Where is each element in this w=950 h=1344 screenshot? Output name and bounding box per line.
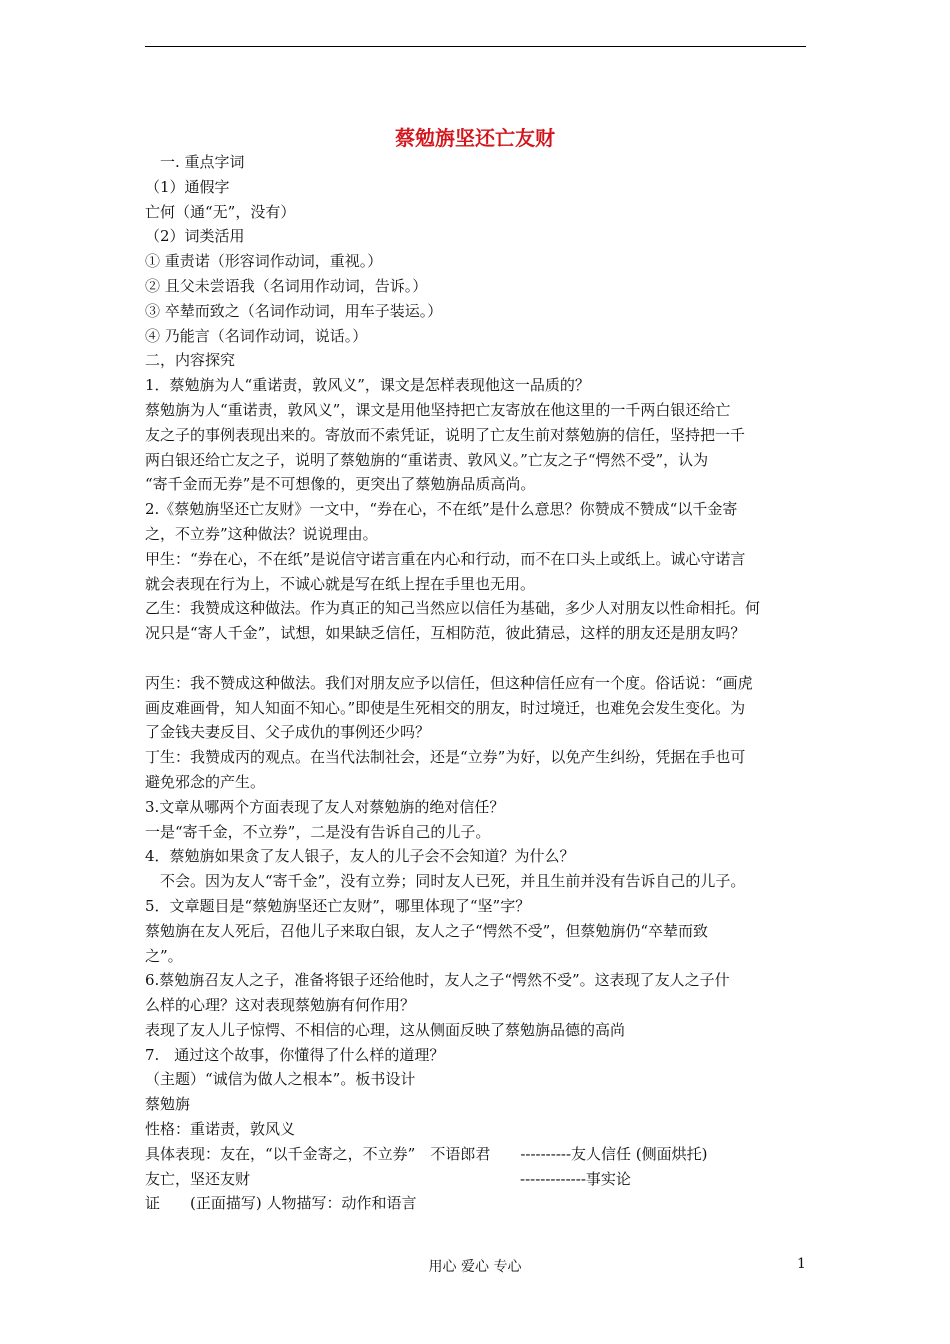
- text-line: 画皮难画骨，知人知面不知心。”即使是生死相交的朋友，时过境迁，也难免会发生变化。为: [145, 698, 746, 717]
- text-line: 亡何（通“无”，没有）: [145, 202, 296, 221]
- document-body: [145, 150, 810, 1216]
- text-line: 丁生：我赞成丙的观点。在当代法制社会，还是“立券”为好，以免产生纠纷，凭据在手也可: [145, 748, 746, 767]
- text-line: 不会。因为友人“寄千金”，没有立券；同时友人已死，并且生前并没有告诉自己的儿子。: [145, 872, 746, 891]
- text-line: 避免邪念的产生。: [145, 772, 266, 791]
- text-line: 乙生：我赞成这种做法。作为真正的知己当然应以信任为基础，多少人对朋友以性命相托。何: [145, 599, 761, 618]
- text-line: 4．蔡勉旃如果贪了友人银子，友人的儿子会不会知道？为什么？: [145, 847, 575, 866]
- text-line: ① 重责诺（形容词作动词，重视。）: [145, 252, 383, 271]
- text-line: 7. 通过这个故事，你懂得了什么样的道理？: [145, 1045, 445, 1064]
- text-line: 了金钱夫妻反目、父子成仇的事例还少吗？: [145, 723, 431, 742]
- text-line: 就会表现在行为上，不诚心就是写在纸上捏在手里也无用。: [145, 574, 536, 593]
- text-line: （1）通假字: [145, 177, 230, 196]
- page-number: 1: [797, 1256, 806, 1272]
- text-line: 2.《蔡勉旃坚还亡友财》一文中，“券在心，不在纸”是什么意思？你赞成不赞成“以千金寄: [145, 500, 738, 519]
- text-line: 甲生：“券在心，不在纸”是说信守诺言重在内心和行动，而不在口头上或纸上。诚心守诺言: [145, 549, 746, 568]
- text-line: [145, 646, 810, 671]
- footer-slogan: 用心 爱心 专心: [428, 1259, 522, 1275]
- text-line: 5．文章题目是“蔡勉旃坚还亡友财”，哪里体现了“坚”字？: [145, 896, 531, 915]
- text-line: 蔡勉旃: [145, 1095, 191, 1114]
- text-line: （2）词类活用: [145, 227, 245, 246]
- text-line: 具体表现：友在，“以千金寄之，不立券” 不语郎君 ----------友人信任 (侧面烘托): [145, 1144, 708, 1163]
- text-line: 友之子的事例表现出来的。寄放而不索凭证，说明了亡友生前对蔡勉旃的信任，坚持把一千: [145, 425, 746, 444]
- document-title: 蔡勉旃坚还亡友财: [395, 126, 555, 150]
- text-line: 1．蔡勉旃为人“重诺责，敦风义”，课文是怎样表现他这一品质的？: [145, 376, 590, 395]
- text-line: ③ 卒辇而致之（名词作动词，用车子装运。）: [145, 301, 443, 320]
- text-line: 一. 重点字词: [145, 153, 245, 171]
- text-line: 两白银还给亡友之子，说明了蔡勉旃的“重诺责、敦风义。”亡友之子“愕然不受”，认为: [145, 450, 709, 469]
- text-line: “寄千金而无券”是不可想像的，更突出了蔡勉旃品质高尚。: [145, 475, 536, 494]
- text-line: 3.文章从哪两个方面表现了友人对蔡勉旃的绝对信任？: [145, 797, 505, 816]
- text-line: 么样的心理？这对表现蔡勉旃有何作用？: [145, 996, 416, 1015]
- text-line: 蔡勉旃在友人死后，召他儿子来取白银，友人之子“愕然不受”，但蔡勉旃仍“卒辇而致: [145, 921, 709, 940]
- text-line: 一是“寄千金，不立券”，二是没有告诉自己的儿子。: [145, 822, 491, 841]
- text-line: 蔡勉旃为人“重诺责，敦风义”，课文是用他坚持把亡友寄放在他这里的一千两白银还给亡: [145, 400, 731, 419]
- text-line: ② 且父未尝语我（名词用作动词，告诉。）: [145, 276, 428, 295]
- text-line: 性格：重诺责，敦风义: [145, 1120, 296, 1139]
- text-line: 丙生：我不赞成这种做法。我们对朋友应予以信任，但这种信任应有一个度。俗话说：“画虎: [145, 673, 753, 692]
- text-line: 况只是“寄人千金”，试想，如果缺乏信任，互相防范，彼此猜忌，这样的朋友还是朋友吗？: [145, 624, 746, 643]
- text-line: 表现了友人儿子惊愕、不相信的心理，这从侧面反映了蔡勉旃品德的高尚: [145, 1020, 626, 1039]
- text-line: 之”。: [145, 946, 183, 965]
- text-line: （主题）“诚信为做人之根本”。板书设计: [145, 1070, 416, 1089]
- text-line: 6.蔡勉旃召友人之子，准备将银子还给他时，友人之子“愕然不受”。这表现了友人之子什: [145, 971, 730, 990]
- header-rule: [145, 46, 806, 47]
- text-line: ④ 乃能言（名词作动词，说话。）: [145, 326, 368, 345]
- text-line: 之，不立券”这种做法？说说理由。: [145, 524, 378, 543]
- text-line: 证 (正面描写) 人物描写：动作和语言: [145, 1194, 417, 1213]
- text-line: 二，内容探究: [145, 351, 236, 370]
- text-line: 友亡，坚还友财 -------------事实论: [145, 1169, 631, 1188]
